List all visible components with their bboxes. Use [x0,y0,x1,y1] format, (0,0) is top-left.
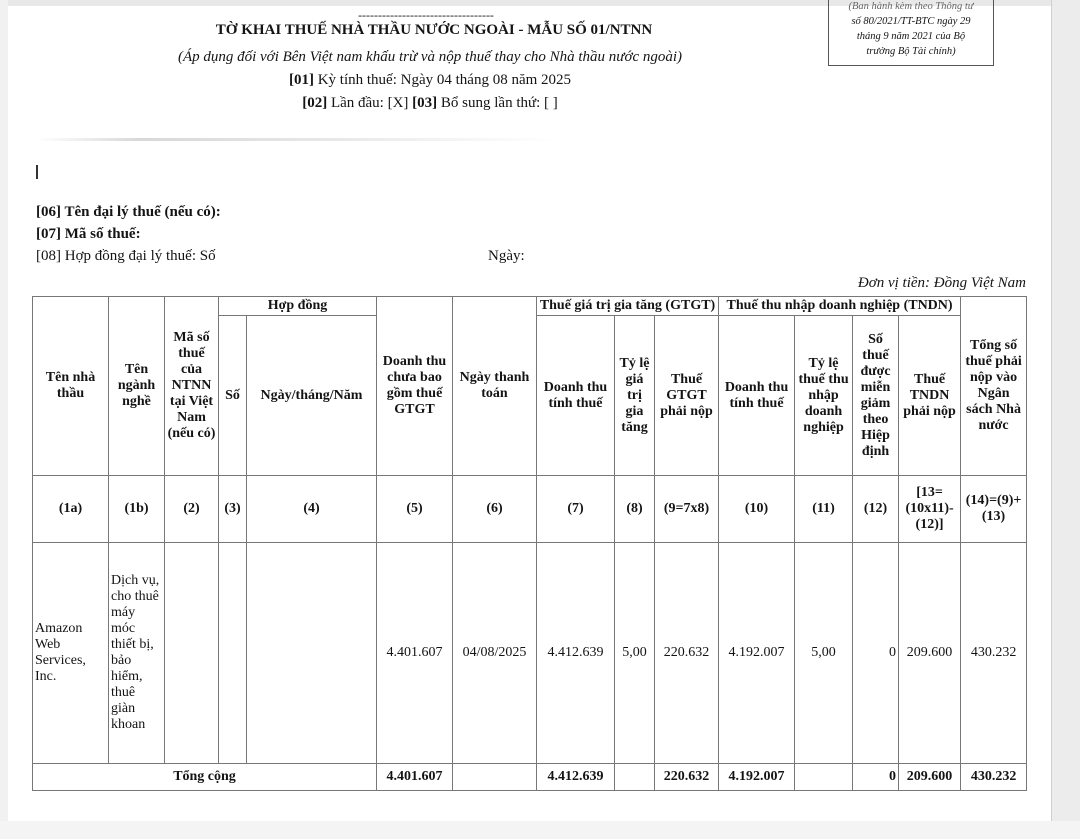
supplement-code: [03] [412,95,438,111]
header-cit-revenue: Doanh thu tính thuế [719,316,795,476]
industry-cell: Dịch vụ, cho thuê máy móc thiết bị, bảo hiểm, thuê giàn khoan [109,543,165,764]
vat-rate-cell: 5,00 [615,543,655,764]
header-payment-date: Ngày thanh toán [453,297,537,476]
tax-period-line [0,72,860,89]
header-vat-rate: Tỷ lệ giá trị gia tăng [615,316,655,476]
form-subtitle: (Áp dụng đối với Bên Việt nam khấu trừ và nộp thuế thay cho Nhà thầu nước ngoài) [177,49,683,65]
revenue-cell: 4.401.607 [377,543,453,764]
tax-code-cell [165,543,219,764]
code-cell: (14)=(9)+(13) [961,476,1027,543]
vat-revenue-cell: 4.412.639 [537,543,615,764]
form-ref-line-3: tháng 9 năm 2021 của Bộ [856,31,966,42]
header-contract-date: Ngày/tháng/Năm [247,316,377,476]
total-vat-due: 220.632 [655,764,719,791]
total-payment-date [453,764,537,791]
page-bottom-edge [0,821,1080,839]
code-cell: (4) [247,476,377,543]
header-contract-number: Số [219,316,247,476]
tax-table [32,296,1027,791]
tax-agent-code-field: [07] Mã số thuế: [36,226,141,242]
table-row [33,543,1027,764]
currency-unit: Đơn vị tiền: Đồng Việt Nam [857,275,1026,291]
first-time-code: [02] [302,95,328,111]
total-row [33,764,1027,791]
header-cit: Thuế thu nhập doanh nghiệp (TNDN) [719,297,961,316]
column-codes-row [33,476,1027,543]
code-cell: (6) [453,476,537,543]
code-cell: (12) [853,476,899,543]
code-cell: (2) [165,476,219,543]
code-cell: (11) [795,476,853,543]
total-cit-rate [795,764,853,791]
header-total-tax: Tổng số thuế phải nộp vào Ngân sách Nhà nước [961,297,1027,476]
total-tax-cell: 430.232 [961,543,1027,764]
first-time-text: Lần đầu: [X] [330,95,409,111]
header-contractor-name: Tên nhà thầu [33,297,109,476]
code-cell: (1a) [33,476,109,543]
total-tax-amount: 430.232 [961,764,1027,791]
tax-period-text: Kỳ tính thuế: Ngày 04 tháng 08 năm 2025 [317,72,572,88]
page-left-edge [0,0,8,839]
header-cit-due: Thuế TNDN phải nộp [899,316,961,476]
total-vat-rate [615,764,655,791]
contract-date-cell [247,543,377,764]
form-title: TỜ KHAI THUẾ NHÀ THẦU NƯỚC NGOÀI - MẪU SỐ 01/NTNN [215,22,653,38]
supplement-text: Bổ sung lần thứ: [ ] [440,95,558,111]
total-revenue: 4.401.607 [377,764,453,791]
tax-agent-contract-field: [08] Hợp đồng đại lý thuế: Số [36,248,216,264]
total-label: Tổng cộng [33,764,377,791]
tax-period-code: [01] [288,72,314,88]
submission-line [0,95,860,112]
header-cit-exempt: Số thuế được miễn giảm theo Hiệp định [853,316,899,476]
total-vat-revenue: 4.412.639 [537,764,615,791]
tax-agent-contract-date: Ngày: [488,248,525,264]
total-cit-due: 209.600 [899,764,961,791]
form-ref-line-4: trưởng Bộ Tài chính) [866,46,956,57]
header-industry: Tên ngành nghề [109,297,165,476]
code-cell: (8) [615,476,655,543]
title-separator: ---------------------------------- [358,8,494,22]
header-tax-code: Mã số thuế của NTNN tại Việt Nam (nếu có) [165,297,219,476]
header-vat-revenue: Doanh thu tính thuế [537,316,615,476]
header-revenue: Doanh thu chưa bao gồm thuế GTGT [377,297,453,476]
code-cell: (5) [377,476,453,543]
tax-agent-name-field: [06] Tên đại lý thuế (nếu có): [36,204,221,220]
code-cell: [13=(10x11)-(12)] [899,476,961,543]
code-cell: (10) [719,476,795,543]
total-cit-revenue: 4.192.007 [719,764,795,791]
form-ref-line-1: (Ban hành kèm theo Thông tư [848,1,974,12]
vat-due-cell: 220.632 [655,543,719,764]
form-ref-line-2: số 80/2021/TT-BTC ngày 29 [851,16,971,27]
page-right-margin [1051,0,1080,839]
cit-due-cell: 209.600 [899,543,961,764]
header-vat-due: Thuế GTGT phải nộp [655,316,719,476]
total-cit-exempt: 0 [853,764,899,791]
payment-date-cell: 04/08/2025 [453,543,537,764]
header-vat: Thuế giá trị gia tăng (GTGT) [537,297,719,316]
code-cell: (3) [219,476,247,543]
contract-number-cell [219,543,247,764]
code-cell: (1b) [109,476,165,543]
cit-rate-cell: 5,00 [795,543,853,764]
code-cell: (7) [537,476,615,543]
cit-exempt-cell: 0 [853,543,899,764]
text-cursor [36,165,38,179]
code-cell: (9=7x8) [655,476,719,543]
cit-revenue-cell: 4.192.007 [719,543,795,764]
contractor-name-cell: Amazon Web Services, Inc. [33,543,109,764]
redacted-line [36,138,556,141]
header-cit-rate: Tỷ lệ thuế thu nhập doanh nghiệp [795,316,853,476]
header-contract: Hợp đồng [219,297,377,316]
